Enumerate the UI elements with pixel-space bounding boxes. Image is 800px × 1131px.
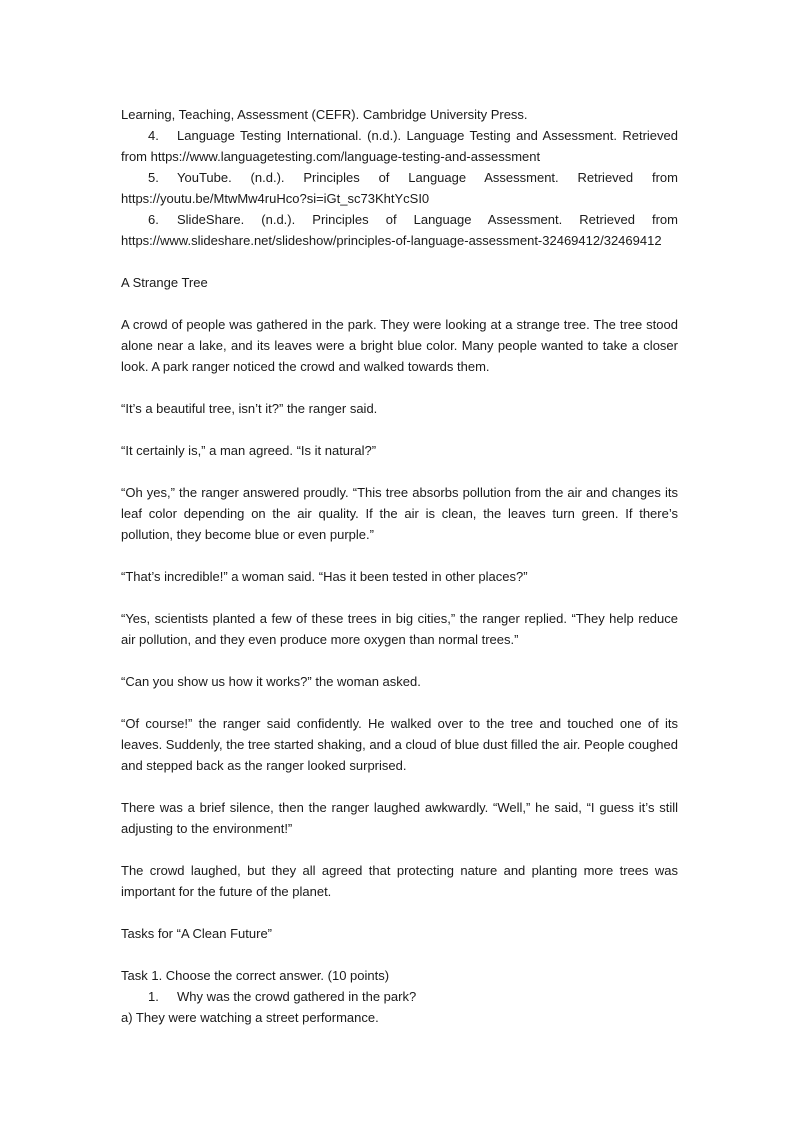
tasks-heading: Tasks for “A Clean Future”	[121, 926, 272, 941]
reference-item-4	[121, 125, 678, 167]
answer-option-a: a) They were watching a street performance.	[121, 1010, 379, 1025]
reference-continuation: Learning, Teaching, Assessment (CEFR). Cambridge University Press.	[121, 107, 528, 122]
reference-text: Language Testing International. (n.d.). Language Testing and Assessment. Retrieved	[177, 128, 678, 143]
reference-item-6	[121, 209, 678, 251]
reference-item-5	[121, 167, 678, 209]
story-paragraph: “It’s a beautiful tree, isn’t it?” the ranger said.	[121, 401, 378, 416]
question-number: 1.	[148, 989, 159, 1004]
story-paragraph: A crowd of people was gathered in the park. They were looking at a strange tree. The tree stood alone near a lake, and its leaves were a bright blue color. Many people wanted to take a closer look. A park ranger noticed the crowd and walked towards them.	[121, 317, 678, 374]
question-1	[121, 986, 678, 1007]
reference-link[interactable]: https://www.slideshare.net/slideshow/principles-of-language-assessment-32469412/32469412	[121, 233, 662, 248]
story-paragraph: “Oh yes,” the ranger answered proudly. “This tree absorbs pollution from the air and changes its leaf color depending on the air quality. If the air is clean, the leaves turn green. If there’s pollution, they become blue or even purple.”	[121, 485, 678, 542]
story-paragraph: “Yes, scientists planted a few of these trees in big cities,” the ranger replied. “They help reduce air pollution, and they even produce more oxygen than normal trees.”	[121, 611, 678, 647]
question-text: Why was the crowd gathered in the park?	[177, 989, 417, 1004]
story-paragraph: “Can you show us how it works?” the woman asked.	[121, 674, 421, 689]
reference-text: YouTube. (n.d.). Principles of Language Assessment. Retrieved from	[177, 170, 678, 185]
story-paragraph: “Of course!” the ranger said confidently. He walked over to the tree and touched one of its leaves. Suddenly, the tree started shaking, and a cloud of blue dust filled the air. People coughed and stepped back as the ranger looked surprised.	[121, 716, 678, 773]
story-paragraph: The crowd laughed, but they all agreed that protecting nature and planting more trees was important for the future of the planet.	[121, 863, 678, 899]
story-paragraph: “It certainly is,” a man agreed. “Is it natural?”	[121, 443, 377, 458]
reference-number: 6.	[148, 212, 159, 227]
story-title: A Strange Tree	[121, 275, 208, 290]
reference-number: 5.	[148, 170, 159, 185]
story-paragraph: “That’s incredible!” a woman said. “Has it been tested in other places?”	[121, 569, 528, 584]
task-1-title: Task 1. Choose the correct answer. (10 points)	[121, 968, 390, 983]
story-paragraph: There was a brief silence, then the ranger laughed awkwardly. “Well,” he said, “I guess it’s still adjusting to the environment!”	[121, 800, 678, 836]
reference-number: 4.	[148, 128, 159, 143]
reference-text: SlideShare. (n.d.). Principles of Language Assessment. Retrieved from	[177, 212, 678, 227]
reference-link[interactable]: from https://www.languagetesting.com/language-testing-and-assessment	[121, 149, 541, 164]
reference-link[interactable]: https://youtu.be/MtwMw4ruHco?si=iGt_sc73KhtYcSI0	[121, 191, 430, 206]
